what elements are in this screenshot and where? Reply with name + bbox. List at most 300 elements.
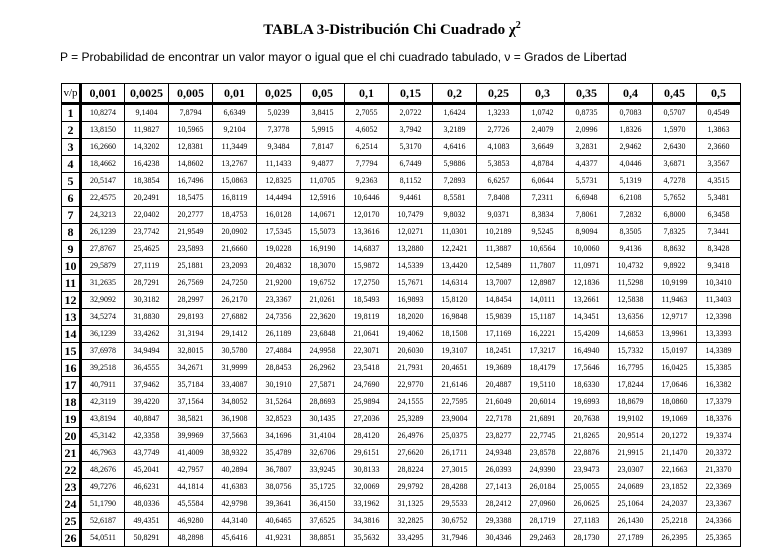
table-cell: 34,1696: [257, 428, 301, 445]
column-header: 0,001: [81, 84, 125, 104]
table-cell: 17,3217: [521, 343, 565, 360]
table-cell: 13,6356: [609, 309, 653, 326]
degrees-of-freedom-label: 26: [62, 530, 81, 547]
corner-header: v/p: [62, 84, 81, 104]
table-cell: 36,7807: [257, 462, 301, 479]
table-cell: 4,3515: [697, 173, 741, 190]
table-cell: 23,8277: [477, 428, 521, 445]
degrees-of-freedom-label: 21: [62, 445, 81, 462]
table-cell: 27,6882: [213, 309, 257, 326]
table-cell: 24,3213: [81, 207, 125, 224]
table-cell: 11,9463: [653, 292, 697, 309]
table-cell: 5,1319: [609, 173, 653, 190]
table-cell: 45,2041: [125, 462, 169, 479]
table-cell: 7,2832: [609, 207, 653, 224]
table-cell: 7,8061: [565, 207, 609, 224]
title-text: TABLA 3-Distribución Chi Cuadrado χ: [263, 22, 516, 38]
table-cell: 35,4789: [257, 445, 301, 462]
table-cell: 20,7638: [565, 411, 609, 428]
table-cell: 49,7276: [81, 479, 125, 496]
table-cell: 24,3366: [697, 513, 741, 530]
table-cell: 25,3289: [389, 411, 433, 428]
table-cell: 19,1069: [653, 411, 697, 428]
table-cell: 26,1189: [257, 326, 301, 343]
table-row: [62, 173, 741, 190]
table-cell: 35,7184: [169, 377, 213, 394]
table-cell: 12,5489: [477, 258, 521, 275]
table-cell: 16,9848: [433, 309, 477, 326]
table-cell: 18,4662: [81, 156, 125, 173]
table-cell: 31,1325: [389, 496, 433, 513]
table-cell: 31,2635: [81, 275, 125, 292]
table-cell: 24,0689: [609, 479, 653, 496]
table-cell: 17,5646: [565, 360, 609, 377]
table-cell: 20,4832: [257, 258, 301, 275]
table-cell: 34,2671: [169, 360, 213, 377]
table-cell: 10,6564: [521, 241, 565, 258]
table-cell: 34,8052: [213, 394, 257, 411]
table-cell: 2,4079: [521, 122, 565, 139]
degrees-of-freedom-label: 10: [62, 258, 81, 275]
table-row: [62, 258, 741, 275]
table-cell: 14,4494: [257, 190, 301, 207]
table-cell: 3,2189: [433, 122, 477, 139]
table-cell: 11,0301: [433, 224, 477, 241]
table-cell: 21,1470: [653, 445, 697, 462]
table-cell: 39,4220: [125, 394, 169, 411]
table-cell: 16,4238: [125, 156, 169, 173]
table-cell: 14,5339: [389, 258, 433, 275]
table-cell: 46,9280: [169, 513, 213, 530]
table-cell: 23,2093: [213, 258, 257, 275]
table-cell: 10,0060: [565, 241, 609, 258]
table-cell: 19,3689: [477, 360, 521, 377]
table-cell: 4,4377: [565, 156, 609, 173]
table-cell: 42,3358: [125, 428, 169, 445]
table-cell: 30,6752: [433, 513, 477, 530]
table-cell: 43,8194: [81, 411, 125, 428]
table-cell: 26,1711: [433, 445, 477, 462]
table-cell: 28,1719: [521, 513, 565, 530]
table-row: [62, 479, 741, 496]
table-cell: 32,0069: [345, 479, 389, 496]
table-row: [62, 292, 741, 309]
table-cell: 38,9322: [213, 445, 257, 462]
table-cell: 16,3382: [697, 377, 741, 394]
table-cell: 5,5731: [565, 173, 609, 190]
table-cell: 25,2218: [653, 513, 697, 530]
table-cell: 7,2893: [433, 173, 477, 190]
table-cell: 29,5533: [433, 496, 477, 513]
table-cell: 9,8032: [433, 207, 477, 224]
table-cell: 15,7332: [609, 343, 653, 360]
table-cell: 17,8244: [609, 377, 653, 394]
table-cell: 8,3834: [521, 207, 565, 224]
table-cell: 9,3484: [257, 139, 301, 156]
table-cell: 11,0705: [301, 173, 345, 190]
table-cell: 45,3142: [81, 428, 125, 445]
table-cell: 29,2463: [521, 530, 565, 547]
table-cell: 15,8120: [433, 292, 477, 309]
table-cell: 9,2363: [345, 173, 389, 190]
degrees-of-freedom-label: 12: [62, 292, 81, 309]
table-cell: 19,0228: [257, 241, 301, 258]
table-cell: 31,8830: [125, 309, 169, 326]
degrees-of-freedom-label: 5: [62, 173, 81, 190]
table-cell: 20,4651: [433, 360, 477, 377]
table-cell: 16,4940: [565, 343, 609, 360]
column-header: 0,4: [609, 84, 653, 104]
degrees-of-freedom-label: 4: [62, 156, 81, 173]
degrees-of-freedom-label: 11: [62, 275, 81, 292]
table-row: [62, 496, 741, 513]
table-cell: 15,4209: [565, 326, 609, 343]
table-cell: 12,1836: [565, 275, 609, 292]
table-cell: 9,4136: [609, 241, 653, 258]
table-cell: 29,9792: [389, 479, 433, 496]
table-cell: 37,1564: [169, 394, 213, 411]
header-row: [62, 84, 741, 104]
table-cell: 15,9872: [345, 258, 389, 275]
table-cell: 48,2676: [81, 462, 125, 479]
table-cell: 40,8847: [125, 411, 169, 428]
table-row: [62, 530, 741, 547]
table-cell: 18,3854: [125, 173, 169, 190]
table-cell: 3,6649: [521, 139, 565, 156]
table-cell: 5,3853: [477, 156, 521, 173]
table-cell: 20,5147: [81, 173, 125, 190]
table-cell: 11,3403: [697, 292, 741, 309]
table-cell: 10,6446: [345, 190, 389, 207]
table-cell: 24,9348: [477, 445, 521, 462]
table-cell: 6,0644: [521, 173, 565, 190]
table-cell: 22,3620: [301, 309, 345, 326]
table-cell: 11,3449: [213, 139, 257, 156]
table-cell: 46,6231: [125, 479, 169, 496]
table-cell: 28,4288: [433, 479, 477, 496]
table-cell: 51,1790: [81, 496, 125, 513]
table-row: [62, 360, 741, 377]
table-cell: 29,6151: [345, 445, 389, 462]
table-cell: 21,6146: [433, 377, 477, 394]
table-cell: 31,9999: [213, 360, 257, 377]
table-cell: 28,1730: [565, 530, 609, 547]
table-cell: 13,3616: [345, 224, 389, 241]
table-cell: 2,7055: [345, 104, 389, 122]
table-row: [62, 394, 741, 411]
table-cell: 15,3385: [697, 360, 741, 377]
table-cell: 29,1412: [213, 326, 257, 343]
column-header: 0,05: [301, 84, 345, 104]
table-cell: 23,7742: [125, 224, 169, 241]
table-cell: 26,2170: [213, 292, 257, 309]
table-cell: 16,9190: [301, 241, 345, 258]
table-cell: 35,5632: [345, 530, 389, 547]
column-header: 0,005: [169, 84, 213, 104]
table-cell: 1,0742: [521, 104, 565, 122]
table-cell: 20,4887: [477, 377, 521, 394]
table-cell: 23,0307: [609, 462, 653, 479]
table-cell: 24,7690: [345, 377, 389, 394]
table-cell: 33,4295: [389, 530, 433, 547]
table-cell: 30,1910: [257, 377, 301, 394]
table-cell: 29,8193: [169, 309, 213, 326]
table-cell: 19,6993: [565, 394, 609, 411]
table-cell: 21,6891: [521, 411, 565, 428]
table-cell: 32,2825: [389, 513, 433, 530]
table-cell: 39,9969: [169, 428, 213, 445]
table-cell: 27,1413: [477, 479, 521, 496]
table-cell: 7,3778: [257, 122, 301, 139]
table-cell: 21,6660: [213, 241, 257, 258]
table-cell: 12,2421: [433, 241, 477, 258]
table-cell: 15,9839: [477, 309, 521, 326]
table-cell: 1,5970: [653, 122, 697, 139]
table-cell: 19,3107: [433, 343, 477, 360]
table-cell: 11,9827: [125, 122, 169, 139]
table-cell: 6,7449: [389, 156, 433, 173]
table-cell: 9,4461: [389, 190, 433, 207]
column-header: 0,5: [697, 84, 741, 104]
table-cell: 7,7794: [345, 156, 389, 173]
table-cell: 17,0646: [653, 377, 697, 394]
table-row: [62, 139, 741, 156]
table-cell: 30,8133: [345, 462, 389, 479]
table-cell: 12,5916: [301, 190, 345, 207]
table-cell: 33,4087: [213, 377, 257, 394]
table-row: [62, 377, 741, 394]
table-row: [62, 343, 741, 360]
table-cell: 8,9094: [565, 224, 609, 241]
degrees-of-freedom-label: 9: [62, 241, 81, 258]
table-cell: 7,8325: [653, 224, 697, 241]
degrees-of-freedom-label: 2: [62, 122, 81, 139]
table-cell: 4,0446: [609, 156, 653, 173]
table-cell: 17,3379: [697, 394, 741, 411]
table-cell: 5,9915: [301, 122, 345, 139]
table-cell: 5,0239: [257, 104, 301, 122]
table-cell: 9,1404: [125, 104, 169, 122]
table-cell: 6,3458: [697, 207, 741, 224]
table-cell: 15,0863: [213, 173, 257, 190]
table-cell: 32,8015: [169, 343, 213, 360]
table-cell: 25,9894: [345, 394, 389, 411]
table-cell: 44,3140: [213, 513, 257, 530]
degrees-of-freedom-label: 6: [62, 190, 81, 207]
table-cell: 29,3388: [477, 513, 521, 530]
table-cell: 26,2395: [653, 530, 697, 547]
table-cell: 22,7745: [521, 428, 565, 445]
table-cell: 46,7963: [81, 445, 125, 462]
table-cell: 26,1430: [609, 513, 653, 530]
table-cell: 13,9961: [653, 326, 697, 343]
table-cell: 6,6349: [213, 104, 257, 122]
table-cell: 16,7496: [169, 173, 213, 190]
table-cell: 6,2514: [345, 139, 389, 156]
table-cell: 9,0371: [477, 207, 521, 224]
table-cell: 15,7671: [389, 275, 433, 292]
table-cell: 30,3182: [125, 292, 169, 309]
table-cell: 14,6837: [345, 241, 389, 258]
table-cell: 13,2880: [389, 241, 433, 258]
table-cell: 18,8679: [609, 394, 653, 411]
table-cell: 33,4262: [125, 326, 169, 343]
table-cell: 16,2221: [521, 326, 565, 343]
table-cell: 22,7595: [433, 394, 477, 411]
table-cell: 10,9199: [653, 275, 697, 292]
table-cell: 16,7795: [609, 360, 653, 377]
table-cell: 19,8119: [345, 309, 389, 326]
table-cell: 10,8274: [81, 104, 125, 122]
table-cell: 18,4753: [213, 207, 257, 224]
column-header: 0,1: [345, 84, 389, 104]
table-cell: 1,6424: [433, 104, 477, 122]
table-cell: 37,6978: [81, 343, 125, 360]
table-cell: 18,3070: [301, 258, 345, 275]
table-cell: 21,9549: [169, 224, 213, 241]
table-cell: 41,9231: [257, 530, 301, 547]
table-cell: 21,6049: [477, 394, 521, 411]
table-cell: 34,9494: [125, 343, 169, 360]
table-cell: 5,3481: [697, 190, 741, 207]
table-cell: 27,1183: [565, 513, 609, 530]
table-cell: 3,6871: [653, 156, 697, 173]
column-header: 0,35: [565, 84, 609, 104]
table-cell: 41,4009: [169, 445, 213, 462]
table-cell: 15,1187: [521, 309, 565, 326]
table-cell: 2,9462: [609, 139, 653, 156]
table-cell: 26,2962: [301, 360, 345, 377]
table-cell: 26,0393: [477, 462, 521, 479]
table-cell: 36,4555: [125, 360, 169, 377]
table-cell: 52,6187: [81, 513, 125, 530]
degrees-of-freedom-label: 22: [62, 462, 81, 479]
table-cell: 25,1881: [169, 258, 213, 275]
table-cell: 21,3370: [697, 462, 741, 479]
table-cell: 12,0170: [345, 207, 389, 224]
column-header: 0,01: [213, 84, 257, 104]
table-cell: 27,3015: [433, 462, 477, 479]
table-cell: 14,8454: [477, 292, 521, 309]
table-cell: 2,0996: [565, 122, 609, 139]
table-cell: 13,8150: [81, 122, 125, 139]
table-cell: 2,3660: [697, 139, 741, 156]
table-row: [62, 156, 741, 173]
table-cell: 7,3441: [697, 224, 741, 241]
degrees-of-freedom-label: 24: [62, 496, 81, 513]
table-cell: 42,7957: [169, 462, 213, 479]
table-cell: 12,8987: [521, 275, 565, 292]
table-cell: 44,1814: [169, 479, 213, 496]
column-header: 0,2: [433, 84, 477, 104]
table-cell: 14,6314: [433, 275, 477, 292]
table-cell: 40,7911: [81, 377, 125, 394]
degrees-of-freedom-label: 16: [62, 360, 81, 377]
degrees-of-freedom-label: 25: [62, 513, 81, 530]
table-cell: 54,0511: [81, 530, 125, 547]
table-cell: 20,2777: [169, 207, 213, 224]
table-cell: 4,1083: [477, 139, 521, 156]
table-cell: 18,5475: [169, 190, 213, 207]
table-cell: 19,4062: [389, 326, 433, 343]
table-cell: 29,5879: [81, 258, 125, 275]
degrees-of-freedom-label: 20: [62, 428, 81, 445]
table-cell: 14,3202: [125, 139, 169, 156]
table-cell: 0,5707: [653, 104, 697, 122]
table-cell: 22,9770: [389, 377, 433, 394]
degrees-of-freedom-label: 15: [62, 343, 81, 360]
table-cell: 13,3393: [697, 326, 741, 343]
table-cell: 8,3428: [697, 241, 741, 258]
table-cell: 27,0960: [521, 496, 565, 513]
table-cell: 18,4179: [521, 360, 565, 377]
subtitle: P = Probabilidad de encontrar un valor mayor o igual que el chi cuadrado tabulado, ν = Grados de Libertad: [60, 50, 627, 64]
degrees-of-freedom-label: 19: [62, 411, 81, 428]
table-cell: 28,2412: [477, 496, 521, 513]
table-cell: 28,8453: [257, 360, 301, 377]
table-cell: 9,8922: [653, 258, 697, 275]
page-title: [0, 20, 784, 39]
table-row: [62, 411, 741, 428]
table-cell: 23,6848: [301, 326, 345, 343]
table-cell: 20,9514: [609, 428, 653, 445]
table-cell: 14,8602: [169, 156, 213, 173]
table-cell: 33,9245: [301, 462, 345, 479]
table-cell: 4,6052: [345, 122, 389, 139]
table-row: [62, 207, 741, 224]
table-cell: 21,7931: [389, 360, 433, 377]
table-cell: 31,7946: [433, 530, 477, 547]
table-cell: 26,4976: [389, 428, 433, 445]
table-cell: 14,3389: [697, 343, 741, 360]
table-cell: 3,7942: [389, 122, 433, 139]
degrees-of-freedom-label: 3: [62, 139, 81, 156]
table-cell: 38,5821: [169, 411, 213, 428]
table-row: [62, 445, 741, 462]
table-cell: 48,0336: [125, 496, 169, 513]
table-cell: 11,0971: [565, 258, 609, 275]
table-cell: 27,6620: [389, 445, 433, 462]
table-cell: 10,7479: [389, 207, 433, 224]
degrees-of-freedom-label: 13: [62, 309, 81, 326]
table-cell: 14,0671: [301, 207, 345, 224]
table-cell: 22,3071: [345, 343, 389, 360]
table-cell: 2,7726: [477, 122, 521, 139]
table-cell: 50,8291: [125, 530, 169, 547]
table-cell: 27,5871: [301, 377, 345, 394]
table-cell: 35,1725: [301, 479, 345, 496]
table-cell: 37,6525: [301, 513, 345, 530]
table-cell: 32,9092: [81, 292, 125, 309]
table-cell: 25,0055: [565, 479, 609, 496]
table-cell: 3,3567: [697, 156, 741, 173]
table-row: [62, 224, 741, 241]
chi-square-table: [61, 83, 741, 547]
table-cell: 12,5838: [609, 292, 653, 309]
table-cell: 6,6948: [565, 190, 609, 207]
table-cell: 17,2750: [345, 275, 389, 292]
table-cell: 32,6706: [301, 445, 345, 462]
table-cell: 15,5073: [301, 224, 345, 241]
table-cell: 16,8119: [213, 190, 257, 207]
table-cell: 23,5893: [169, 241, 213, 258]
table-cell: 11,3887: [477, 241, 521, 258]
degrees-of-freedom-label: 8: [62, 224, 81, 241]
table-cell: 18,6330: [565, 377, 609, 394]
table-cell: 23,9004: [433, 411, 477, 428]
table-cell: 36,4150: [301, 496, 345, 513]
table-cell: 1,8326: [609, 122, 653, 139]
